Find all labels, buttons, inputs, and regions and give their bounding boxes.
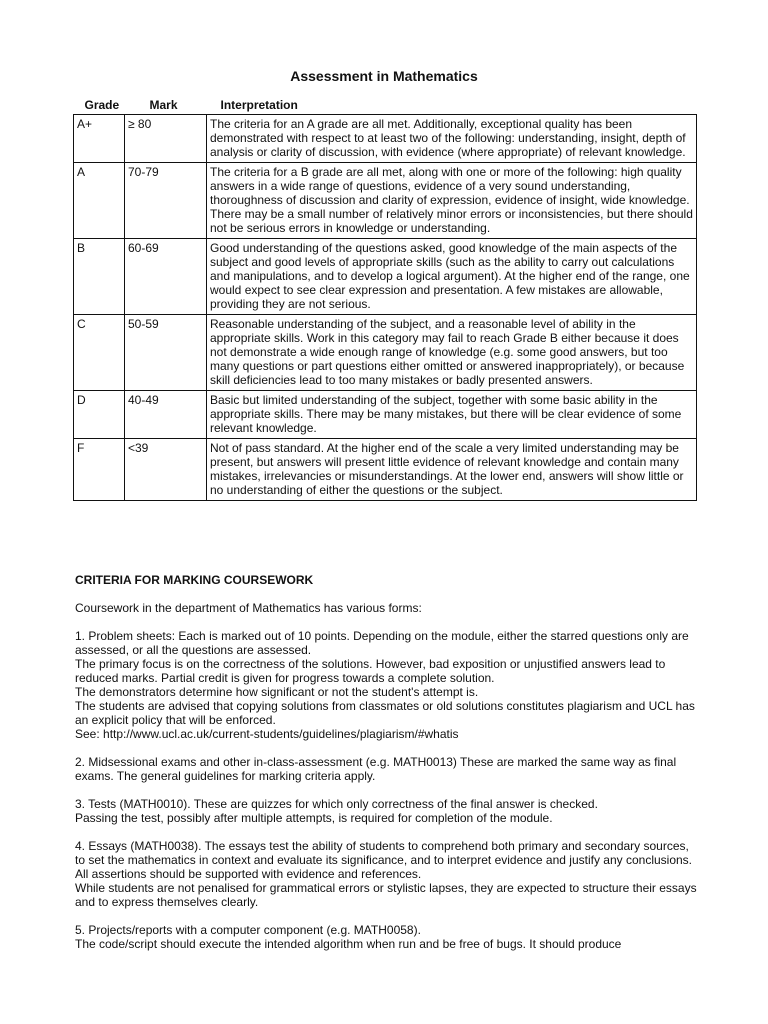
interpretation-cell: Basic but limited understanding of the subject, together with some basic ability in the appropriate skills. There may be many mistakes, but there will be clear evidence of some relevant knowledge.	[207, 391, 697, 439]
item3-line: Passing the test, possibly after multiple attempts, is required for completion of the module.	[75, 811, 553, 825]
item4-line: While students are not penalised for grammatical errors or stylistic lapses, they are expected to structure their essays and to express themselves clearly.	[75, 881, 697, 909]
document-title: Assessment in Mathematics	[290, 68, 478, 84]
table-row	[74, 115, 697, 163]
coursework-body	[75, 601, 700, 951]
item-essays	[75, 839, 700, 909]
grade-cell: D	[74, 391, 125, 439]
item-tests	[75, 797, 700, 825]
grade-cell: A	[74, 163, 125, 239]
mark-cell: 60-69	[125, 239, 207, 315]
interpretation-cell: Good understanding of the questions asked, good knowledge of the main aspects of the subject and good levels of appropriate skills (such as the ability to carry out calculations and manipulations, and to develop a logical argument). At the higher end of the range, one would expect to see clear expression and presentation. A few mistakes are allowable, providing they are not serious.	[207, 239, 697, 315]
grade-cell: F	[74, 439, 125, 501]
item1-line: The students are advised that copying solutions from classmates or old solutions constitutes plagiarism and UCL has an explicit policy that will be enforced.	[75, 699, 695, 727]
interpretation-cell: The criteria for an A grade are all met. Additionally, exceptional quality has been demonstrated with respect to at least two of the following: understanding, insight, depth of analysis or clarity of discussion, with evidence (where appropriate) of relevant knowledge.	[207, 115, 697, 163]
item-problem-sheets	[75, 629, 700, 741]
table-row	[74, 391, 697, 439]
item3-line: 3. Tests (MATH0010). These are quizzes for which only correctness of the final answer is checked.	[75, 797, 598, 811]
table-row	[74, 239, 697, 315]
mark-cell: 70-79	[125, 163, 207, 239]
mark-cell: <39	[125, 439, 207, 501]
table-row	[74, 439, 697, 501]
section-heading: CRITERIA FOR MARKING COURSEWORK	[75, 573, 314, 587]
mark-cell: ≥ 80	[125, 115, 207, 163]
grade-cell: A+	[74, 115, 125, 163]
interpretation-cell: The criteria for a B grade are all met, along with one or more of the following: high quality answers in a wide range of questions, evidence of a very sound understanding, thoroughness of discussion and clarity of expression, evidence of insight, wide knowledge. There may be a small number of relatively minor errors or inconsistencies, but there should not be serious errors in knowledge or understanding.	[207, 163, 697, 239]
grade-table	[73, 97, 697, 501]
item5-line: The code/script should execute the intended algorithm when run and be free of bugs. It should produce	[75, 937, 622, 951]
item5-line: 5. Projects/reports with a computer component (e.g. MATH0058).	[75, 923, 421, 937]
plagiarism-link[interactable]: See: http://www.ucl.ac.uk/current-students/guidelines/plagiarism/#whatis	[75, 727, 459, 741]
header-mark: Mark	[149, 98, 178, 112]
item-midsessional-exams: 2. Midsessional exams and other in-class-assessment (e.g. MATH0013) These are marked the same way as final exams. The general guidelines for marking criteria apply.	[75, 755, 677, 783]
grade-cell: C	[74, 315, 125, 391]
header-interpretation: Interpretation	[220, 98, 298, 112]
table-row	[74, 163, 697, 239]
item1-line: The primary focus is on the correctness of the solutions. However, bad exposition or unjustified answers lead to reduced marks. Partial credit is given for progress towards a complete solution.	[75, 657, 666, 685]
interpretation-cell: Not of pass standard. At the higher end of the scale a very limited understanding may be present, but answers will present little evidence of relevant knowledge and contain many mistakes, irrelevancies or misunderstandings. At the lower end, answers will show little or no understanding of either the questions or the subject.	[207, 439, 697, 501]
interpretation-cell: Reasonable understanding of the subject, and a reasonable level of ability in the appropriate skills. Work in this category may fail to reach Grade B either because it does not demonstrate a wide enough range of knowledge (e.g. some good answers, but too many questions or part questions either omitted or answered inappropriately), or because skill deficiencies lead to too many mistakes or badly presented answers.	[207, 315, 697, 391]
item4-line: 4. Essays (MATH0038). The essays test the ability of students to comprehend both primary and secondary sources, to set the mathematics in context and evaluate its significance, and to interpret evidence and justify any conclusions. All assertions should be supported with evidence and references.	[75, 839, 693, 881]
item-projects	[75, 923, 700, 951]
mark-cell: 40-49	[125, 391, 207, 439]
header-grade: Grade	[84, 98, 120, 112]
item1-line: The demonstrators determine how significant or not the student's attempt is.	[75, 685, 479, 699]
mark-cell: 50-59	[125, 315, 207, 391]
item1-line: 1. Problem sheets: Each is marked out of 10 points. Depending on the module, either the starred questions only are assessed, or all the questions are assessed.	[75, 629, 689, 657]
table-row	[74, 315, 697, 391]
table-header-row	[74, 97, 697, 115]
grade-cell: B	[74, 239, 125, 315]
intro-paragraph: Coursework in the department of Mathematics has various forms:	[75, 601, 422, 615]
